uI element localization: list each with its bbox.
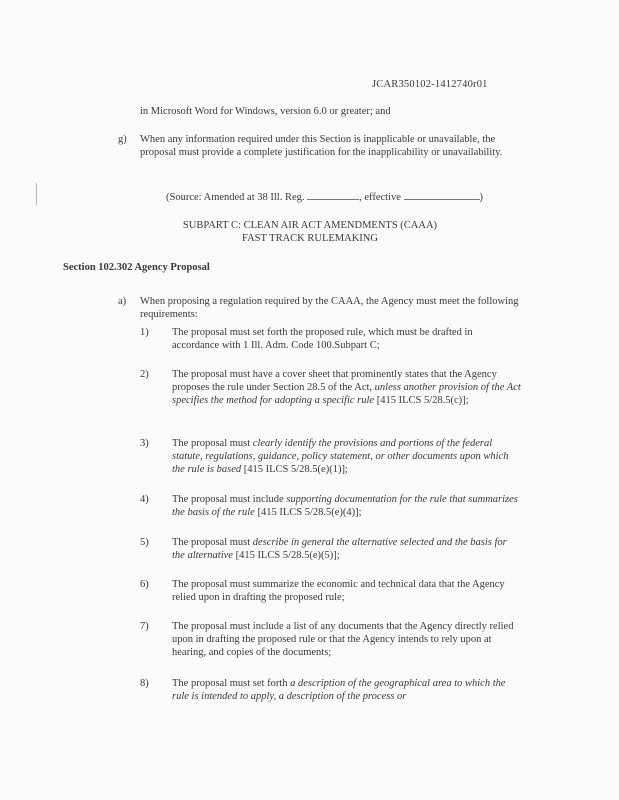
subitem-text (172, 677, 522, 703)
subitem-text-part: The proposal must set forth the proposed rule, which must be drafted in accordance with 1 Ill. Adm. Code 100.Subpart C; (172, 327, 473, 351)
subitem-label: 2) (140, 369, 149, 380)
subitem-text-part: [415 ILCS 5/28.5(e)(4)]; (254, 507, 362, 518)
item-g-label: g) (118, 134, 127, 145)
item-a-label: a) (118, 296, 127, 307)
subitem-label: 5) (140, 537, 149, 548)
subpart-heading-line2: FAST TRACK RULEMAKING (242, 233, 378, 244)
subitem-text-italic: describe in general the alternative selected and the basis for the alternative (172, 537, 507, 561)
subitem-label: 1) (140, 327, 149, 338)
source-middle: , effective (359, 192, 404, 203)
subitem-text-part: The proposal must summarize the economic and technical data that the Agency relied upon in drafting the proposed rule; (172, 579, 505, 603)
subitem-text-italic: a description of the geographical area to which the rule is intended to apply, a description of the process or (172, 678, 506, 702)
subitem-label: 6) (140, 579, 149, 590)
subitem-text-part: [415 ILCS 5/28.5(e)(1)]; (241, 464, 348, 475)
subitem-text (172, 368, 522, 407)
subitem-text (172, 536, 522, 562)
subitem-text (172, 493, 522, 519)
subitem-text (172, 578, 522, 604)
source-suffix: ) (479, 192, 484, 203)
item-a-text: When proposing a regulation required by the CAAA, the Agency must meet the following requirements: (140, 296, 519, 320)
subitem-label: 4) (140, 494, 149, 505)
subitem-text-part: The proposal must (172, 537, 253, 548)
subitem-text (172, 437, 522, 476)
subitem-text-part: The proposal must set forth (172, 678, 291, 689)
subitem-text-italic: supporting documentation for the rule that summarizes the basis of the rule (172, 494, 518, 518)
subitem-label: 3) (140, 438, 149, 449)
source-note (166, 190, 546, 204)
item-g-text: When any information required under this Section is inapplicable or unavailable, the proposal must provide a complete justification for the inapplicability or unavailability. (140, 134, 503, 158)
subitem-label: 7) (140, 621, 149, 632)
subitem-text-part: The proposal must (172, 438, 253, 449)
section-title: Section 102.302 Agency Proposal (63, 262, 210, 273)
subitem-label: 8) (140, 678, 149, 689)
subitem-text-part: The proposal must include a list of any documents that the Agency directly relied upon in drafting the proposed rule or that the Agency intends to rely upon at hearing, and copies of the documents; (172, 621, 514, 658)
source-prefix: (Source: Amended at 38 Ill. Reg. (166, 192, 308, 203)
subitem-text-part: [415 ILCS 5/28.5(c)]; (374, 395, 469, 406)
subitem-text-part: The proposal must include (172, 494, 287, 505)
subitem-text (172, 326, 522, 352)
document-id-header: JCAR350102-1412740r01 (372, 79, 488, 90)
subpart-heading-line1: SUBPART C: CLEAN AIR ACT AMENDMENTS (CAAA) (182, 220, 438, 231)
subitem-text-italic: unless another provision of the Act specifies the method for adopting a specific rule (172, 382, 521, 406)
source-date-blank (404, 190, 480, 200)
margin-mark (36, 183, 37, 205)
subitem-text (172, 620, 522, 659)
subitem-text-part: The proposal must have a cover sheet that prominently states that the Agency proposes the rule under Section 28.5 of the Act, (172, 369, 497, 393)
subitem-text-part: [415 ILCS 5/28.5(e)(5)]; (232, 550, 340, 561)
source-reg-blank (307, 190, 359, 200)
subitem-text-italic: clearly identify the provisions and portions of the federal statute, regulations, guidance, policy statement, or other documents upon which the rule is based (172, 438, 509, 475)
intro-line: in Microsoft Word for Windows, version 6.0 or greater; and (140, 106, 391, 117)
